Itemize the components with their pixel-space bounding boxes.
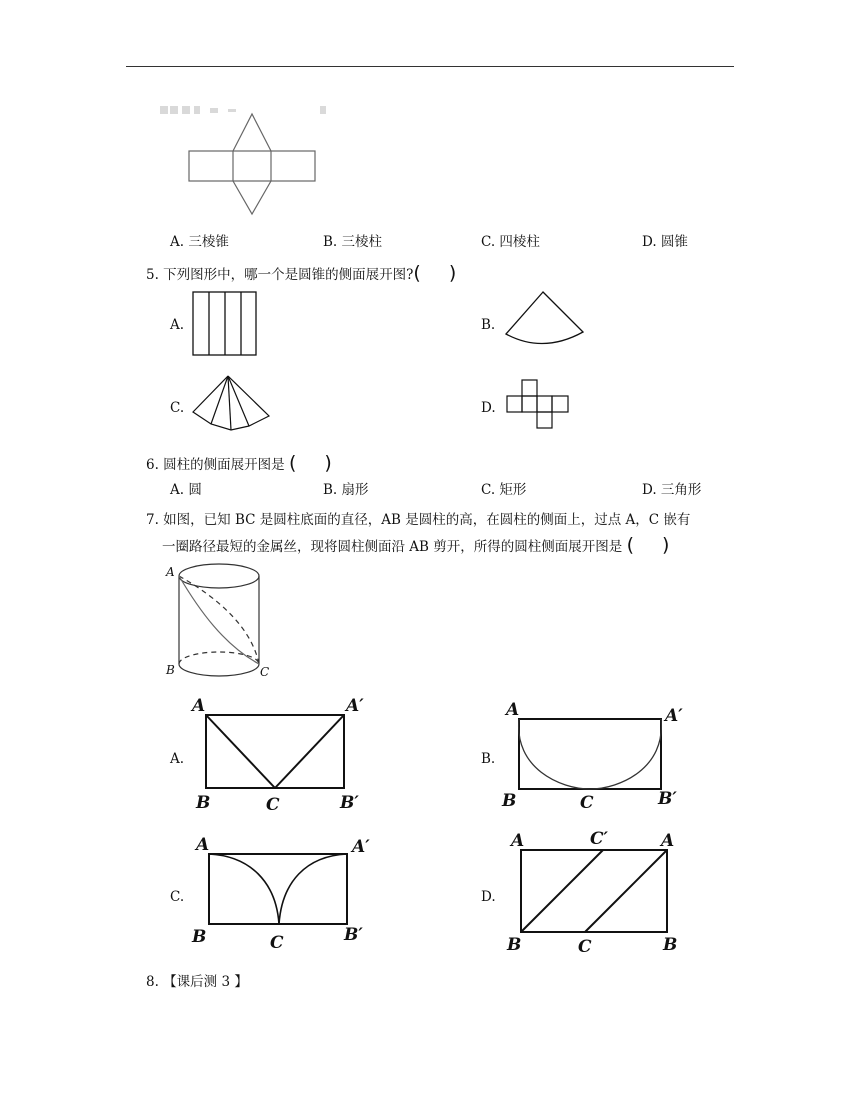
optB-pt-c: C xyxy=(580,793,594,813)
q7-paren-close: ) xyxy=(661,534,670,556)
q7-stem-line1: 7. 如图，已知 BC 是圆柱底面的直径，AB 是圆柱的高，在圆柱的侧面上，过点 A，C 嵌有 xyxy=(146,512,691,528)
optC-pt-c: C xyxy=(270,933,284,953)
optD-pt-a-left: A xyxy=(511,831,525,851)
q7-option-c-figure xyxy=(190,832,375,954)
optC-pt-b: B xyxy=(192,927,207,947)
optB-pt-b-prime: B′ xyxy=(658,789,677,809)
q5-option-c-fan-figure xyxy=(191,374,273,432)
q7-option-b-figure xyxy=(500,698,688,816)
optD-pt-c: C xyxy=(578,937,592,957)
optD-pt-b-left: B xyxy=(507,935,522,955)
q7-stem-line2 xyxy=(162,534,669,556)
q5-option-d-cube-net-figure xyxy=(506,379,570,429)
optA-pt-a: A xyxy=(192,696,206,716)
q7-label-d[interactable]: D. xyxy=(481,889,496,905)
optC-pt-b-prime: B′ xyxy=(344,925,363,945)
q5-stem-text: 5. 下列图形中，哪一个是圆锥的侧面展开图? xyxy=(146,267,414,283)
q6-option-b[interactable]: B. 扇形 xyxy=(323,482,369,498)
q5-label-a[interactable]: A. xyxy=(170,317,185,333)
optA-pt-b: B xyxy=(196,793,211,813)
cyl-label-c: C xyxy=(260,665,270,679)
q7-option-d-figure xyxy=(505,826,685,956)
q6-option-a[interactable]: A. 圆 xyxy=(170,482,202,498)
q6-option-c[interactable]: C. 矩形 xyxy=(481,482,527,498)
q8-heading: 8. 【课后测 3 】 xyxy=(146,974,248,990)
q4-option-c[interactable]: C. 四棱柱 xyxy=(481,234,540,250)
q7-label-c[interactable]: C. xyxy=(170,889,185,905)
cyl-label-b: B xyxy=(166,663,175,677)
q4-net-figure xyxy=(160,96,330,221)
q6-stem-text: 6. 圆柱的侧面展开图是 xyxy=(146,457,285,473)
optC-pt-a-prime: A′ xyxy=(352,837,370,857)
q7-cylinder-figure xyxy=(164,560,276,686)
optB-pt-a: A xyxy=(506,700,520,720)
q5-label-c[interactable]: C. xyxy=(170,400,185,416)
q4-option-d[interactable]: D. 圆锥 xyxy=(642,234,688,250)
q6-option-d[interactable]: D. 三角形 xyxy=(642,482,702,498)
optA-pt-c: C xyxy=(266,795,280,815)
q7-label-b[interactable]: B. xyxy=(481,751,496,767)
q7-stem-line2-text: 一圈路径最短的金属丝，现将圆柱侧面沿 AB 剪开，所得的圆柱侧面展开图是 xyxy=(162,539,623,555)
optD-pt-c-prime: C′ xyxy=(590,829,609,849)
q5-paren-close: ) xyxy=(448,262,457,284)
optD-pt-a-right: A xyxy=(661,831,675,851)
q4-option-b[interactable]: B. 三棱柱 xyxy=(323,234,383,250)
optD-pt-b-right: B xyxy=(663,935,678,955)
cyl-label-a: A xyxy=(166,565,175,579)
optA-pt-a-prime: A′ xyxy=(346,696,364,716)
q7-label-a[interactable]: A. xyxy=(170,751,185,767)
optB-pt-b: B xyxy=(502,791,517,811)
q5-option-a-rectangle-figure xyxy=(192,291,258,357)
q4-option-a[interactable]: A. 三棱锥 xyxy=(170,234,229,250)
q7-option-a-figure xyxy=(190,694,375,816)
q5-label-d[interactable]: D. xyxy=(481,400,496,416)
optB-pt-a-prime: A′ xyxy=(665,706,683,726)
q5-paren-open: ( xyxy=(413,262,421,284)
q5-option-b-sector-figure xyxy=(503,290,587,350)
q6-stem xyxy=(146,452,332,474)
q6-paren-open: ( xyxy=(288,452,297,474)
header-rule xyxy=(126,66,734,67)
q7-paren-open: ( xyxy=(626,534,634,556)
q6-paren-close: ) xyxy=(324,452,332,474)
optC-pt-a: A xyxy=(196,835,210,855)
q5-label-b[interactable]: B. xyxy=(481,317,496,333)
q5-stem xyxy=(146,262,456,284)
optA-pt-b-prime: B′ xyxy=(340,793,359,813)
